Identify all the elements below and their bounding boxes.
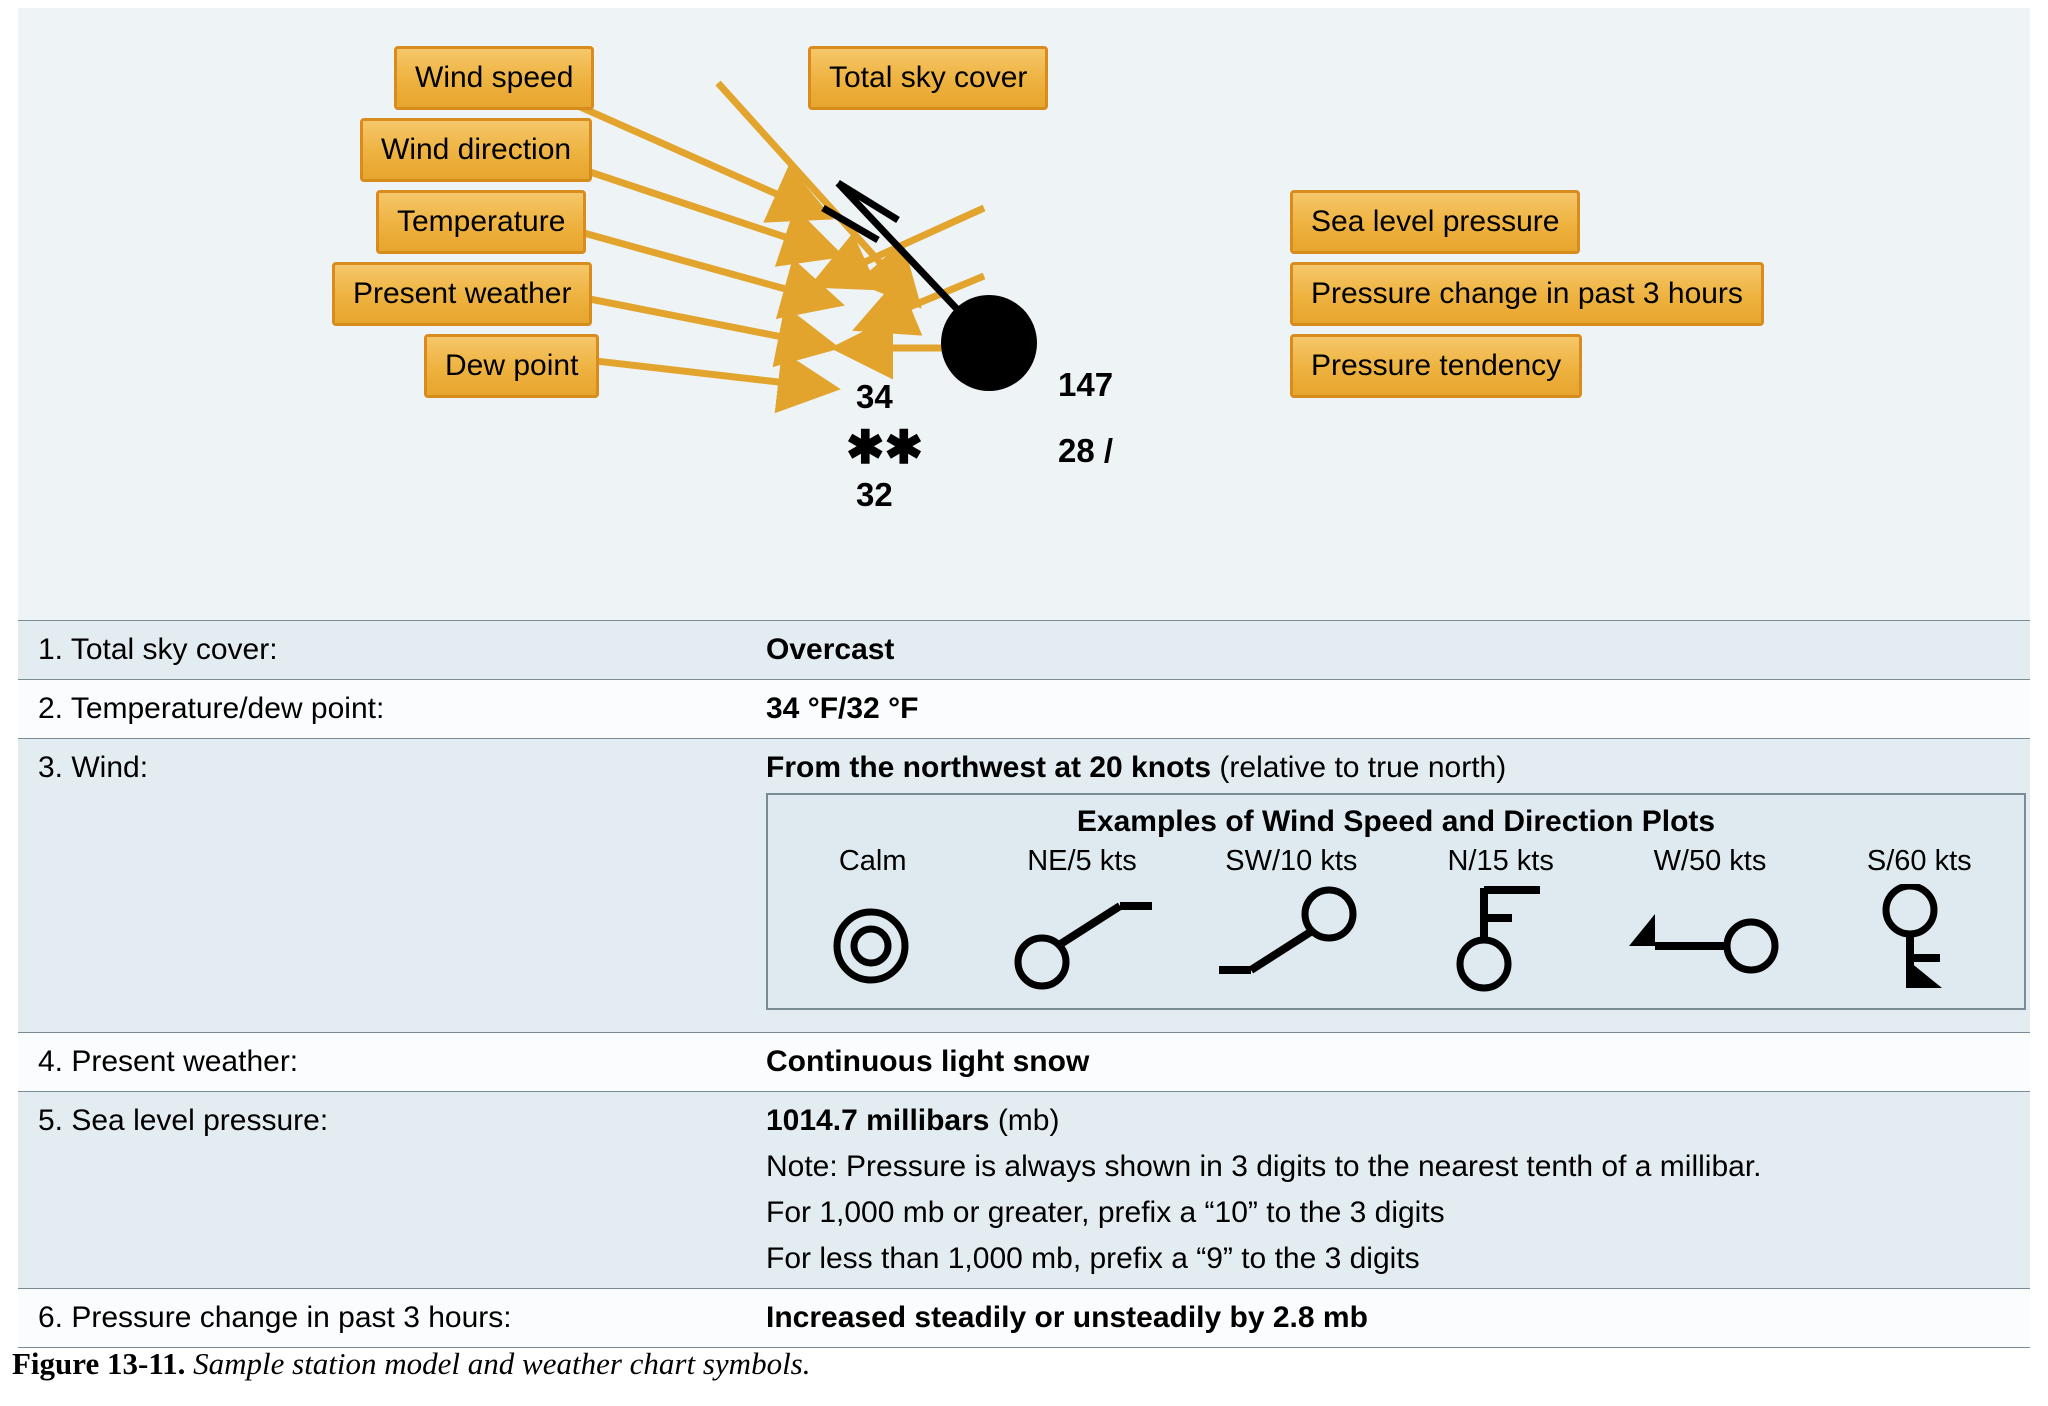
row-value-bold: 1014.7 millibars — [766, 1104, 990, 1137]
callout-temperature: Temperature — [376, 190, 586, 254]
row-value-rest: (mb) — [989, 1104, 1060, 1137]
row-value — [758, 1033, 2030, 1091]
wind-example-label: W/50 kts — [1653, 845, 1767, 877]
row-label: 6. Pressure change in past 3 hours: — [38, 1301, 512, 1334]
row-value — [758, 739, 2044, 1032]
row-value-bold: From the northwest at 20 knots — [766, 751, 1212, 784]
pressure-note-1: Note: Pressure is always shown in 3 digits to the nearest tenth of a millibar. — [766, 1150, 1762, 1183]
pressure-note-2: For 1,000 mb or greater, prefix a “10” to the 3 digits — [766, 1196, 1445, 1229]
station-dew-point-value: 32 — [856, 476, 893, 513]
wind-example-w50 — [1610, 845, 1810, 994]
table-row-pressure — [18, 1091, 2030, 1288]
station-model-legend-table — [18, 620, 2030, 1348]
row-value — [758, 1092, 2030, 1288]
row-value — [758, 680, 2030, 738]
wind-example-label: S/60 kts — [1866, 845, 1972, 877]
row-value-bold: Increased steadily or unsteadily by 2.8 mb — [766, 1301, 1368, 1334]
n-15kts-wind-icon — [1436, 884, 1566, 994]
wind-example-label: Calm — [838, 845, 907, 877]
station-pressure-value: 147 — [1058, 366, 1114, 403]
callout-wind-speed: Wind speed — [394, 46, 594, 110]
row-value-bold: 34 °F/32 °F — [766, 692, 919, 725]
pressure-note-3: For less than 1,000 mb, prefix a “9” to the 3 digits — [766, 1242, 1420, 1275]
station-present-weather-symbol: ✱✱ — [846, 421, 924, 473]
caption-text: Sample station model and weather chart symbols. — [185, 1346, 811, 1381]
row-label: 3. Wind: — [38, 751, 149, 784]
caption-figure-number: Figure 13-11. — [12, 1346, 186, 1381]
station-model-diagram — [18, 8, 2030, 620]
row-label: 2. Temperature/dew point: — [38, 692, 385, 725]
callout-total-sky-cover: Total sky cover — [808, 46, 1048, 110]
row-value-bold: Continuous light snow — [766, 1045, 1090, 1078]
row-value — [758, 621, 2030, 679]
ne-5kts-wind-icon — [1002, 884, 1162, 994]
row-value-rest: (relative to true north) — [1211, 751, 1507, 784]
wind-example-sw10 — [1191, 845, 1391, 994]
row-label: 4. Present weather: — [38, 1045, 299, 1078]
wind-example-label: N/15 kts — [1447, 845, 1554, 877]
row-label: 5. Sea level pressure: — [38, 1104, 329, 1137]
station-temperature-value: 34 — [856, 378, 893, 415]
callout-sea-level-pressure: Sea level pressure — [1290, 190, 1580, 254]
wind-example-label: SW/10 kts — [1225, 845, 1358, 877]
table-row — [18, 1032, 2030, 1091]
wind-examples-title: Examples of Wind Speed and Direction Plots — [1076, 805, 1716, 838]
table-row — [18, 679, 2030, 738]
wind-example-s60 — [1819, 845, 2019, 994]
table-row — [18, 620, 2030, 679]
wind-example-calm — [773, 845, 973, 994]
station-model-symbol — [823, 183, 1037, 391]
w-50kts-wind-icon — [1625, 884, 1795, 994]
callout-dew-point: Dew point — [424, 334, 599, 398]
table-row — [18, 1288, 2030, 1348]
callout-pressure-change: Pressure change in past 3 hours — [1290, 262, 1764, 326]
station-pressure-change-value: 28 / — [1058, 432, 1114, 469]
row-label: 1. Total sky cover: — [38, 633, 278, 666]
sw-10kts-wind-icon — [1211, 884, 1371, 994]
table-row-wind — [18, 738, 2030, 1032]
row-value — [758, 1289, 2030, 1347]
calm-wind-icon — [813, 884, 933, 994]
figure-caption — [12, 1346, 811, 1382]
callout-pressure-tendency: Pressure tendency — [1290, 334, 1582, 398]
callout-wind-direction: Wind direction — [360, 118, 592, 182]
row-value-bold: Overcast — [766, 633, 895, 666]
callout-present-weather: Present weather — [332, 262, 592, 326]
s-60kts-wind-icon — [1854, 884, 1984, 994]
wind-examples-box — [766, 793, 2026, 1010]
wind-example-ne5 — [982, 845, 1182, 994]
wind-example-n15 — [1401, 845, 1601, 994]
wind-example-label: NE/5 kts — [1027, 845, 1137, 877]
